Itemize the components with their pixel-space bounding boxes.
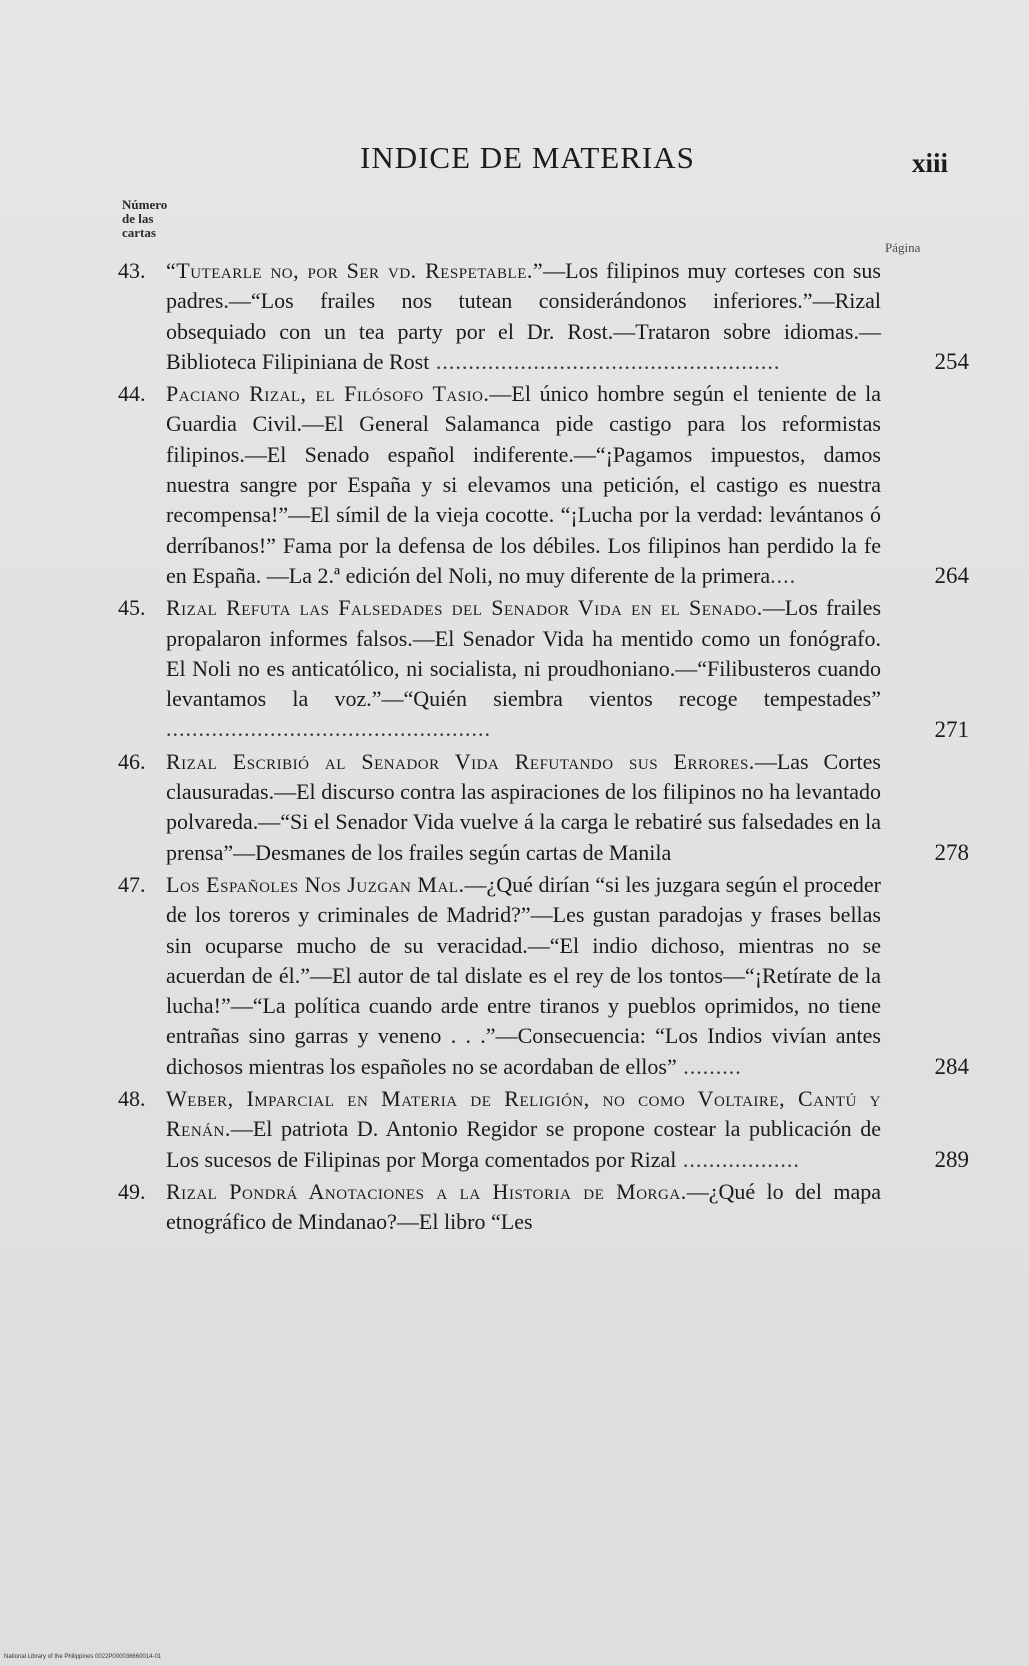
entry-page-number: 289 — [934, 1146, 969, 1172]
contents-list — [118, 256, 1023, 1240]
contents-entry — [118, 593, 1023, 744]
entry-summary: —Las Cortes clausuradas.—El discurso contra las aspiraciones de los filipinos no ha levantado polvareda.—“Si el Senador Vida vuelve á la carga le rebatiré sus falsedades en la prensa”—Desmanes de los frailes según cartas de Manila — [166, 748, 881, 865]
entry-page-number: 271 — [934, 716, 969, 742]
column-label-line: de las — [122, 211, 154, 226]
entry-number: 44. — [118, 381, 146, 407]
entry-number: 45. — [118, 595, 146, 621]
entry-number: 46. — [118, 748, 146, 774]
contents-entry — [118, 870, 1023, 1082]
entry-summary: —El único hombre según el teniente de la Guardia Civil.—El General Salamanca pide castigo para los reformistas filipinos.—El Senado español indiferente.—“¡Pagamos impuestos, damos nuestra sangre por España y si elevamos una petición, el castigo es nuestra recompensa!”—El símil de la vieja cocotte. “¡Lucha por la verdad: levántanos ó derríbanos!” Fama por la defensa de los débiles. Los filipinos han perdido la fe en España. —La 2.ª edición del Noli, no muy diferente de la primera — [166, 381, 881, 588]
contents-entry — [118, 1084, 1023, 1175]
entry-summary: —Los frailes propalaron informes falsos.—El Senador Vida ha mentido como un fonógrafo. El Noli no es anticatólico, ni socialista, ni proudhoniano.—“Filibusteros cuando levantamos la voz.”—“Quién siembra vientos recoge tempestades” — [166, 595, 882, 712]
entry-text — [166, 593, 881, 744]
entry-title: “Tutearle no, por Ser vd. Respetable.” — [166, 258, 544, 283]
entry-summary: —¿Qué lo del mapa etnográfico de Mindanao?—El libro “Les — [166, 1178, 881, 1235]
entry-summary: —Los filipinos muy corteses con sus padres.—“Los frailes nos tutean considerándonos inferiores.”—Rizal obsequiado con un tea party por el Dr. Rost.—Trataron sobre idiomas.—Biblioteca Filipiniana de Rost — [166, 258, 881, 374]
column-label-letter-number — [122, 198, 167, 240]
column-label-line: cartas — [122, 225, 156, 240]
entry-summary: —¿Qué dirían “si les juzgara según el proceder de los toreros y criminales de Madrid?”—Les gustan paradojas y frases bellas sin ocuparse mucho de su veracidad.—“El indio dichoso, mientras no se acuerdan de él.”—El autor de tal dislate es el rey de los tontos—“¡Retírate de la lucha!”—“La política cuando arde entre tiranos y pueblos oprimidos, no tiene entrañas sino garras y veneno . . .”—Consecuencia: “Los Indios vivían antes dichosos mientras los españoles no se acordaban de ellos” — [166, 871, 881, 1079]
entry-text — [166, 1084, 881, 1175]
dot-leader: .................. — [676, 1146, 800, 1172]
dot-leader: ..................................................... — [429, 348, 781, 374]
column-label-page: Página — [885, 240, 921, 255]
entry-title: Weber, Imparcial en Materia de Religión, no como Voltaire, Cantú y Renán. — [166, 1086, 881, 1142]
entry-page-number: 278 — [934, 839, 969, 865]
entry-text — [166, 747, 881, 868]
entry-page-number: 264 — [934, 563, 969, 589]
entry-number: 47. — [118, 871, 146, 897]
entry-text — [166, 256, 881, 377]
entry-number: 48. — [118, 1086, 146, 1112]
dot-leader: .................................................. — [166, 716, 491, 742]
entry-title: Rizal Refuta las Falsedades del Senador Vida en el Senado. — [166, 595, 763, 621]
entry-page-number: 284 — [934, 1054, 969, 1080]
contents-entry — [118, 379, 1023, 591]
page-number: xiii — [912, 148, 949, 178]
entry-summary: —El patriota D. Antonio Regidor se propone costear la publicación de Los sucesos de Filipinas por Morga comentados por Rizal — [166, 1116, 881, 1172]
entry-title: Rizal Pondrá Anotaciones a la Historia de Morga. — [166, 1178, 687, 1204]
contents-entry — [118, 1177, 1023, 1238]
entry-page-number: 254 — [934, 349, 969, 375]
entry-text — [166, 870, 881, 1082]
scan-credit: National Library of the Philippines 0022P000036660014-01 — [4, 1654, 162, 1660]
entry-number: 49. — [118, 1178, 146, 1204]
column-label-line: Número — [122, 197, 168, 212]
entry-number: 43. — [118, 258, 146, 283]
entry-title: Rizal Escribió al Senador Vida Refutando sus Errores. — [166, 748, 755, 774]
contents-entry — [118, 747, 1023, 868]
entry-text — [166, 1177, 881, 1238]
contents-entry — [118, 256, 1023, 377]
entry-title: Los Españoles Nos Juzgan Mal. — [166, 871, 465, 897]
dot-leader: .... — [770, 562, 797, 588]
dot-leader: ......... — [676, 1053, 742, 1079]
running-head-title: INDICE DE MATERIAS — [360, 140, 695, 175]
entry-title: Paciano Rizal, el Filósofo Tasio. — [166, 381, 490, 407]
entry-text — [166, 379, 881, 591]
